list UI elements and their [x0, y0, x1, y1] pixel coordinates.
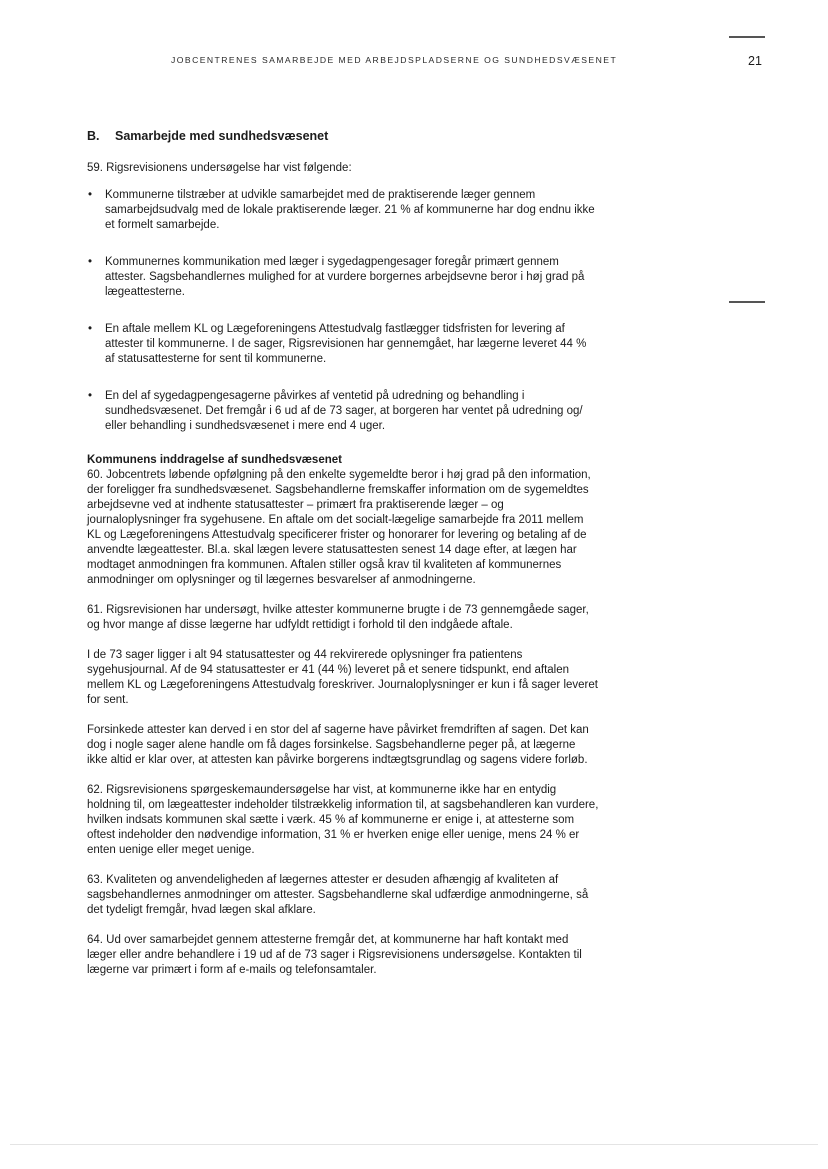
- margin-mark-top: [729, 36, 765, 38]
- list-item: [87, 322, 599, 367]
- list-item-text: En del af sygedagpengesagerne påvirkes af ventetid på udredning og behandling i sundhedsvæsenet. Det fremgår i 6 ud af de 73 sager, at borgeren har ventet på udredning og/ eller behandling i sundhedsvæsenet i mere end 4 uger.: [105, 390, 583, 432]
- paragraph-61: 61. Rigsrevisionen har undersøgt, hvilke attester kommunerne brugte i de 73 gennemgåede sager, og hvor mange af disse lægerne har udfyldt rettidigt i forhold til den indgåede aftale.: [87, 604, 589, 631]
- list-item-text: Kommunernes kommunikation med læger i sygedagpengesager foregår primært gennem attester. Sagsbehandlernes mulighed for at vurdere borgernes arbejdsevne beror i høj grad på lægeattesterne.: [105, 256, 585, 298]
- list-item: [87, 389, 599, 434]
- paragraph-59-intro: 59. Rigsrevisionens undersøgelse har vist følgende:: [87, 162, 352, 174]
- paragraph-60: 60. Jobcentrets løbende opfølgning på den enkelte sygemeldte beror i høj grad på den information, der foreligger fra sundhedsvæsenet. Sagsbehandlerne fremskaffer information om de sygemeldtes arbejdsevne ved at indhente statusattester – primært fra praktiserende læger – og journaloplysninger fra sygehusene. En aftale om det socialt-lægelige samarbejde fra 2011 mellem KL og Lægeforeningens Attestudvalg specificerer frister og honorarer for levering og betaling af de anvendte lægeattester. Bl.a. skal lægen levere statusattesten senest 14 dage efter, at lægen har modtaget anmodningen fra kommunen. Aftalen stiller også krav til kvaliteten af kommunernes anmodninger om oplysninger og til lægernes besvarelser af anmodningerne.: [87, 469, 591, 586]
- section-title: Samarbejde med sundhedsvæsenet: [115, 129, 329, 143]
- bullet-icon: •: [88, 390, 93, 402]
- paragraph-64: 64. Ud over samarbejdet gennem attesterne fremgår det, at kommunerne har haft kontakt med læger eller andre behandlere i 19 ud af de 73 sager i Rigsrevisionens undersøgelse. Kontakten til lægerne var primært i form af e-mails og telefonsamtaler.: [87, 934, 582, 976]
- section-heading: [87, 128, 599, 144]
- paragraph-63: 63. Kvaliteten og anvendeligheden af lægernes attester er desuden afhængig af kvaliteten af sagsbehandlernes anmodninger om attester. Sagsbehandlerne skal udfærdige anmodningerne, så det tydeligt fremgår, hvad lægen skal afklare.: [87, 874, 589, 916]
- list-item-text: En aftale mellem KL og Lægeforeningens Attestudvalg fastlægger tidsfristen for levering af attester til kommunerne. I de sager, Rigsrevisionen har gennemgået, har lægerne leveret 44 % af statusattesterne for sent til kommunerne.: [105, 323, 587, 365]
- bullet-icon: •: [88, 189, 93, 201]
- bullet-icon: •: [88, 323, 93, 335]
- subsection-heading: Kommunens inddragelse af sundhedsvæsenet: [87, 454, 342, 466]
- page-bottom-edge: [10, 1144, 818, 1145]
- running-header: JOBCENTRENES SAMARBEJDE MED ARBEJDSPLADSERNE OG SUNDHEDSVÆSENET: [171, 55, 618, 65]
- paragraph-61-delays: Forsinkede attester kan derved i en stor del af sagerne have påvirket fremdriften af sagen. Det kan dog i nogle sager alene handle om få dages forsinkelse. Sagsbehandlerne peger på, at lægerne ikke altid er klar over, at attesten kan påvirke borgerens indtægtsgrundlag og sagens videre forløb.: [87, 724, 589, 766]
- list-item-text: Kommunerne tilstræber at udvikle samarbejdet med de praktiserende læger gennem samarbejdsudvalg med de lokale praktiserende læger. 21 % af kommunerne har dog endnu ikke et formelt samarbejde.: [105, 189, 595, 231]
- list-item: [87, 188, 599, 233]
- bullet-icon: •: [88, 256, 93, 268]
- paragraph-61-continued: I de 73 sager ligger i alt 94 statusattester og 44 rekvirerede oplysninger fra patientens sygehusjournal. Af de 94 statusattester er 41 (44 %) leveret på et senere tidspunkt, end aftalen mellem KL og Lægeforeningens Attestudvalg foreskriver. Journaloplysninger er kun i få sager leveret for sent.: [87, 649, 598, 706]
- margin-mark-middle: [729, 301, 765, 303]
- findings-list: [87, 188, 599, 434]
- page-body: [87, 128, 599, 993]
- paragraph-62: 62. Rigsrevisionens spørgeskemaundersøgelse har vist, at kommunerne ikke har en entydig holdning til, om lægeattester indeholder tilstrækkelig information til, at sagsbehandleren kan vurdere, hvilken indsats kommunen skal sætte i værk. 45 % af kommunerne er enige i, at attesterne som oftest indeholder den nødvendige information, 31 % er hverken enige eller uenige, mens 24 % er enten uenige eller meget uenige.: [87, 784, 599, 856]
- section-letter: B.: [87, 129, 100, 143]
- list-item: [87, 255, 599, 300]
- page-number: 21: [748, 54, 762, 68]
